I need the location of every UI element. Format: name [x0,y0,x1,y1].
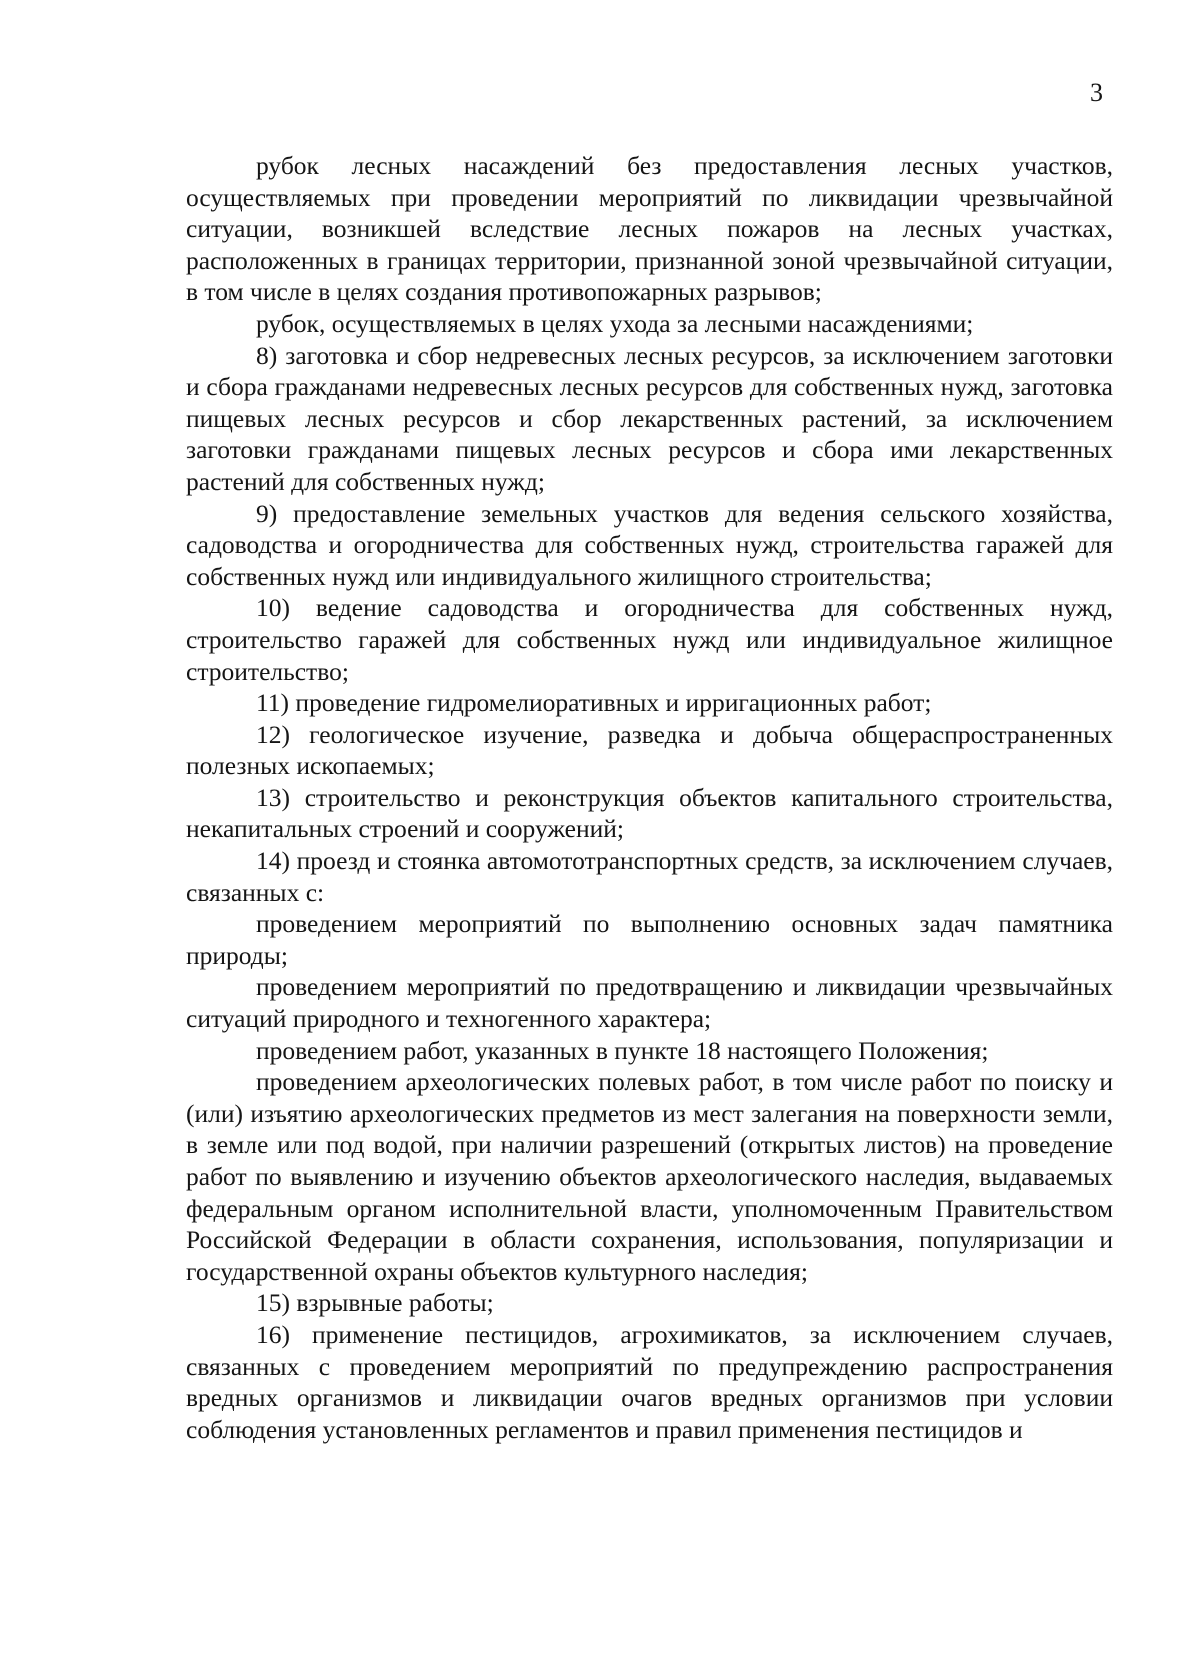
paragraph: рубок, осуществляемых в целях ухода за лесными насаждениями; [256,308,974,338]
paragraph: рубок лесных насаждений без предоставления лесных участков, осуществляемых при проведении мероприятий по ликвидации чрезвычайной ситуации, возникшей вследствие лесных пожаров на лесных участках, расположенных в границах территории, признанной зоной чрезвычайной ситуации, в том числе в целях создания противопожарных разрывов; [186,151,1113,307]
document-body [186,150,1113,1445]
page-number: 3 [1090,78,1103,107]
paragraph: 11) проведение гидромелиоративных и ирригационных работ; [256,688,932,718]
paragraph: проведением мероприятий по выполнению основных задач памятника природы; [186,909,1113,970]
paragraph: проведением археологических полевых работ, в том числе работ по поиску и (или) изъятию археологических предметов из мест залегания на поверхности земли, в земле или под водой, при наличии разрешений (открытых листов) на проведение работ по выявлению и изучению объектов археологического наследия, выдаваемых федеральным органом исполнительной власти, уполномоченным Правительством Российской Федерации в области сохранения, использования, популяризации и государственной охраны объектов культурного наследия; [186,1067,1113,1286]
paragraph: проведением работ, указанных в пункте 18 настоящего Положения; [256,1035,989,1065]
paragraph: 14) проезд и стоянка автомототранспортных средств, за исключением случаев, связанных с: [186,846,1113,907]
paragraph: 9) предоставление земельных участков для ведения сельского хозяйства, садоводства и огородничества для собственных нужд, строительства гаражей для собственных нужд или индивидуального жилищного строительства; [186,498,1113,591]
paragraph: 12) геологическое изучение, разведка и добыча общераспространенных полезных ископаемых; [186,719,1113,781]
paragraph: 8) заготовка и сбор недревесных лесных ресурсов, за исключением заготовки и сбора гражданами недревесных лесных ресурсов для собственных нужд, заготовка пищевых лесных ресурсов и сбор лекарственных растений, за исключением заготовки гражданами пищевых лесных ресурсов и сбора ими лекарственных растений для собственных нужд; [186,340,1113,496]
paragraph: 15) взрывные работы; [256,1288,494,1318]
paragraph: 10) ведение садоводства и огородничества для собственных нужд, строительство гаражей для собственных нужд или индивидуальное жилищное строительство; [186,593,1113,686]
paragraph: 16) применение пестицидов, агрохимикатов, за исключением случаев, связанных с проведением мероприятий по предупреждению распространения вредных организмов и ликвидации очагов вредных организмов при условии соблюдения установленных регламентов и правил применения пестицидов и [186,1319,1113,1444]
paragraph: 13) строительство и реконструкция объектов капитального строительства, некапитальных строений и сооружений; [186,782,1113,844]
paragraph: проведением мероприятий по предотвращению и ликвидации чрезвычайных ситуаций природного и техногенного характера; [186,972,1113,1034]
